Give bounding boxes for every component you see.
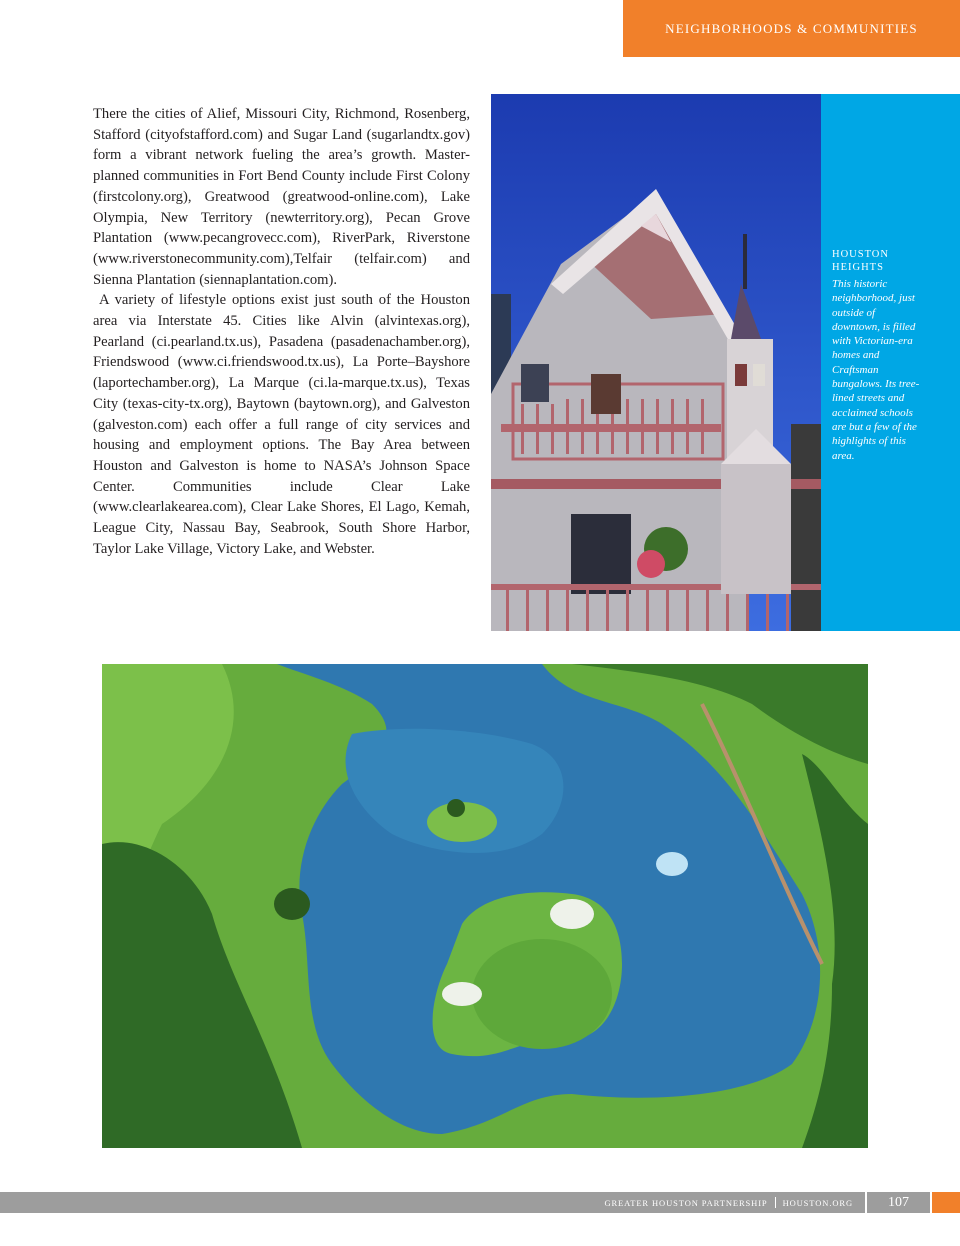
caption-panel xyxy=(821,94,960,631)
article-body xyxy=(93,104,470,559)
victorian-house-photo xyxy=(491,94,821,631)
footer-credit xyxy=(604,1192,853,1213)
golf-course-aerial-photo xyxy=(102,664,868,1148)
caption-title: HOUSTON HEIGHTS xyxy=(832,249,889,273)
footer-accent-block xyxy=(932,1192,960,1213)
footer-organization: GREATER HOUSTON PARTNERSHIP xyxy=(604,1197,768,1208)
caption-text: This historic neighborhood, just outside of downtown, is filled with Victorian-era homes and Craftsman bungalows. Its tree-lined streets and acclaimed schools are but a few of the highlights of this area. xyxy=(832,278,920,462)
page-number-text: 107 xyxy=(888,1194,909,1210)
footer-divider xyxy=(775,1197,776,1208)
page-number xyxy=(867,1192,930,1213)
section-header-tab xyxy=(623,0,960,57)
article-paragraph: A variety of lifestyle options exist just south of the Houston area via Interstate 45. Cities like Alvin (alvintexas.org), Pearland (ci.pearland.tx.us), Pasadena (pasadenachamber.org), Friendswood (www.ci.friendswood.tx.us), La Porte–Bayshore (laportechamber.org), La Marque (ci.la-marque.tx.us), Texas City (texas-city-tx.org), Baytown (baytown.org), and Galveston (galveston.com) each offer a full range of city services and housing and employment options. The Bay Area between Houston and Galveston is home to NASA’s Johnson Space Center. Communities include Clear Lake (www.clearlakearea.com), Clear Lake Shores, El Lago, Kemah, League City, Nassau Bay, Seabrook, South Shore Harbor, Taylor Lake Village, Victory Lake, and Webster. xyxy=(93,292,470,557)
footer-website: HOUSTON.ORG xyxy=(782,1197,853,1208)
footer-bar xyxy=(0,1192,865,1213)
article-paragraph: There the cities of Alief, Missouri City, Richmond, Rosenberg, Stafford (cityofstafford.com) and Sugar Land (sugarlandtx.gov) form a vibrant network fueling the area’s growth. Master-planned communities in Fort Bend County include First Colony (firstcolony.org), Greatwood (greatwood-online.com), Lake Olympia, New Territory (newterritory.org), Pecan Grove Plantation (www.pecangrovecc.com), RiverPark, Riverstone (www.riverstonecommunity.com),Telfair (telfair.com) and Sienna Plantation (siennaplantation.com). xyxy=(93,106,470,288)
section-label: NEIGHBORHOODS & COMMUNITIES xyxy=(665,20,918,36)
